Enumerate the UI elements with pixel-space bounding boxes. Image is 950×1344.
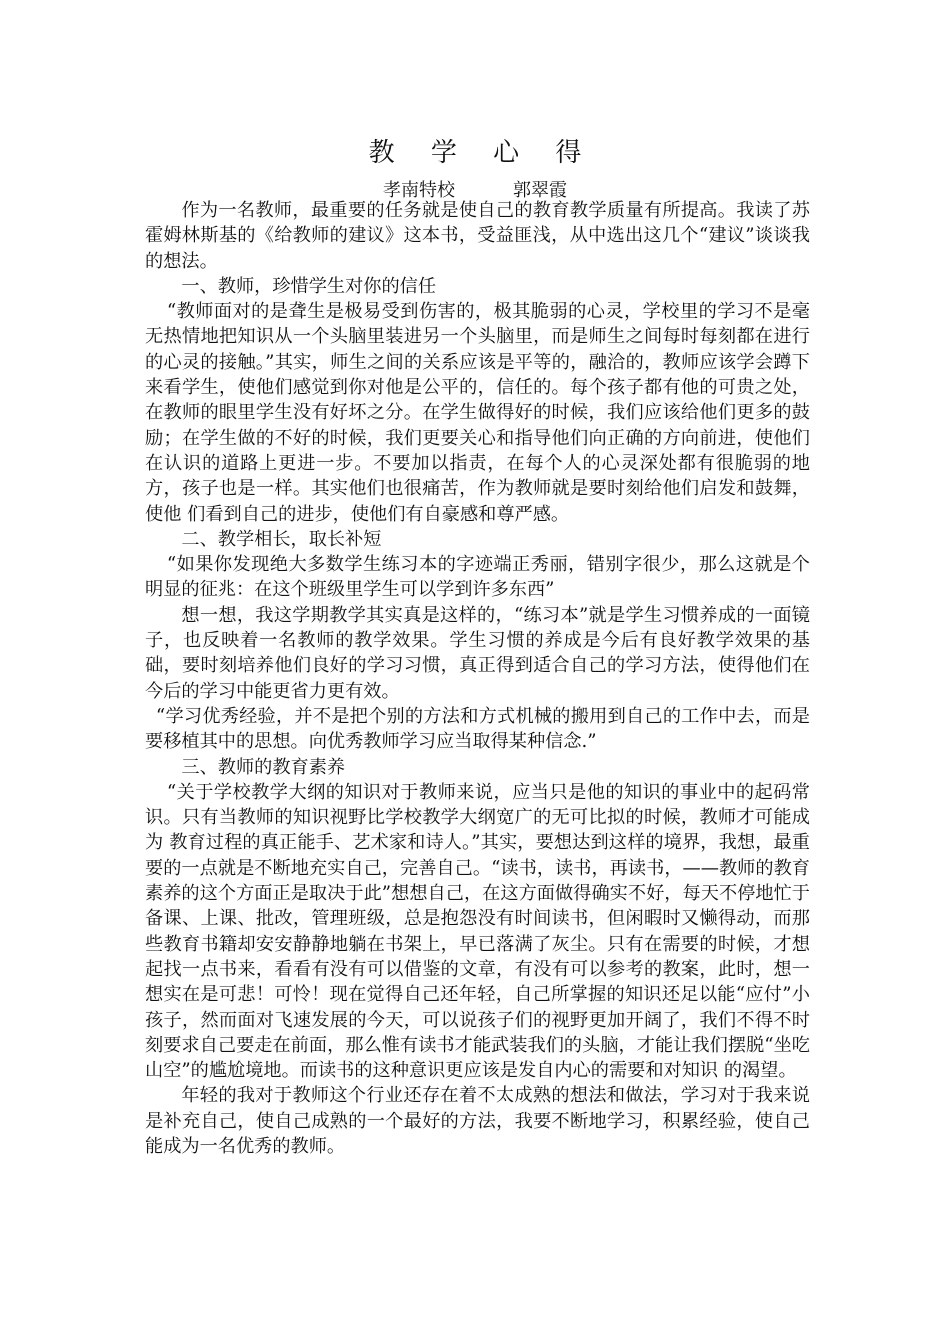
body-paragraph-1: 想一想，我这学期教学其实真是这样的，“练习本”就是学生习惯养成的一面镜子，也反映着一名教师的教学效果。学生习惯的养成是今后有良好教学效果的基础，要时刻培养他们良好的学习习惯，真正得到适合自己的学习方法，使得他们在今后的学习中能更省力更有效。 [145, 604, 810, 702]
section-heading-2: 二、教学相长，取长补短 [181, 528, 382, 550]
quote-paragraph-1: “教师面对的是聋生是极易受到伤害的，极其脆弱的心灵，学校里的学习不是毫无热情地把知识从一个头脑里装进另一个头脑里，而是师生之间每时每刻都在进行的心灵的接触。”其实，师生之间的关系应该是平等的，融洽的，教师应该学会蹲下来看学生，使他们感觉到你对他是公平的，信任的。每个孩子都有他的可贵之处，在教师的眼里学生没有好坏之分。在学生做得好的时候，我们应该给他们更多的鼓励；在学生做的不好的时候，我们更要关心和指导他们向正确的方向前进，使他们在认识的道路上更进一步。不要加以指责，在每个人的心灵深处都有很脆弱的地方，孩子也是一样。其实他们也很痛苦，作为教师就是要时刻给他们启发和鼓舞，使他 们看到自己的进步，使他们有自豪感和尊严感。 [145, 301, 810, 525]
quote-paragraph-4: “关于学校教学大纲的知识对于教师来说，应当只是他的知识的事业中的起码常识。只有当教师的知识视野比学校教学大纲宽广的无可比拟的时候，教师才可能成为 教育过程的真正能手、艺术家和诗人。”其实，要想达到这样的境界，我想，最重要的一点就是不断地充实自己，完善自己。“读书，读书，再读书，——教师的教育素养的这个方面正是取决于此”想想自己，在这方面做得确实不好，每天不停地忙于备课、上课、批改，管理班级，总是抱怨没有时间读书，但闲暇时又懒得动，而那些教育书籍却安安静静地躺在书架上，早已落满了灰尘。只有在需要的时候，才想起找一点书来，看看有没有可以借鉴的文章，有没有可以参考的教案，此时，想一想实在是可悲！可怜！现在觉得自己还年轻，自己所掌握的知识还足以能“应付”小孩子，然而面对飞速发展的今天，可以说孩子们的视野更加开阔了，我们不得不时刻要求自己要走在前面，那么惟有读书才能武装我们的头脑，才能让我们摆脱“坐吃山空”的尴尬境地。而读书的这种意识更应该是发自内心的需要和对知识 的渴望。 [145, 781, 810, 1082]
document-body [145, 198, 810, 1159]
quote-paragraph-3: “学习优秀经验，并不是把个别的方法和方式机械的搬用到自己的工作中去，而是要移植其中的思想。向优秀教师学习应当取得某种信念.” [145, 705, 810, 753]
author-name: 郭翠霞 [513, 180, 567, 201]
closing-paragraph: 年轻的我对于教师这个行业还存在着不太成熟的想法和做法，学习对于我来说是补充自己，使自己成熟的一个最好的方法，我要不断地学习，积累经验，使自己能成为一名优秀的教师。 [145, 1085, 810, 1157]
quote-paragraph-2: “如果你发现绝大多数学生练习本的字迹端正秀丽，错别字很少，那么这就是个明显的征兆：在这个班级里学生可以学到许多东西” [145, 554, 810, 601]
section-heading-1: 一、教师，珍惜学生对你的信任 [181, 275, 437, 297]
section-heading-3: 三、教师的教育素养 [181, 756, 346, 778]
intro-paragraph: 作为一名教师，最重要的任务就是使自己的教育教学质量有所提高。我读了苏霍姆林斯基的《给教师的建议》这本书，受益匪浅，从中选出这几个“建议”谈谈我的想法。 [145, 200, 810, 272]
document-title: 教 学 心 得 [368, 138, 596, 168]
school-name: 孝南特校 [383, 180, 455, 201]
